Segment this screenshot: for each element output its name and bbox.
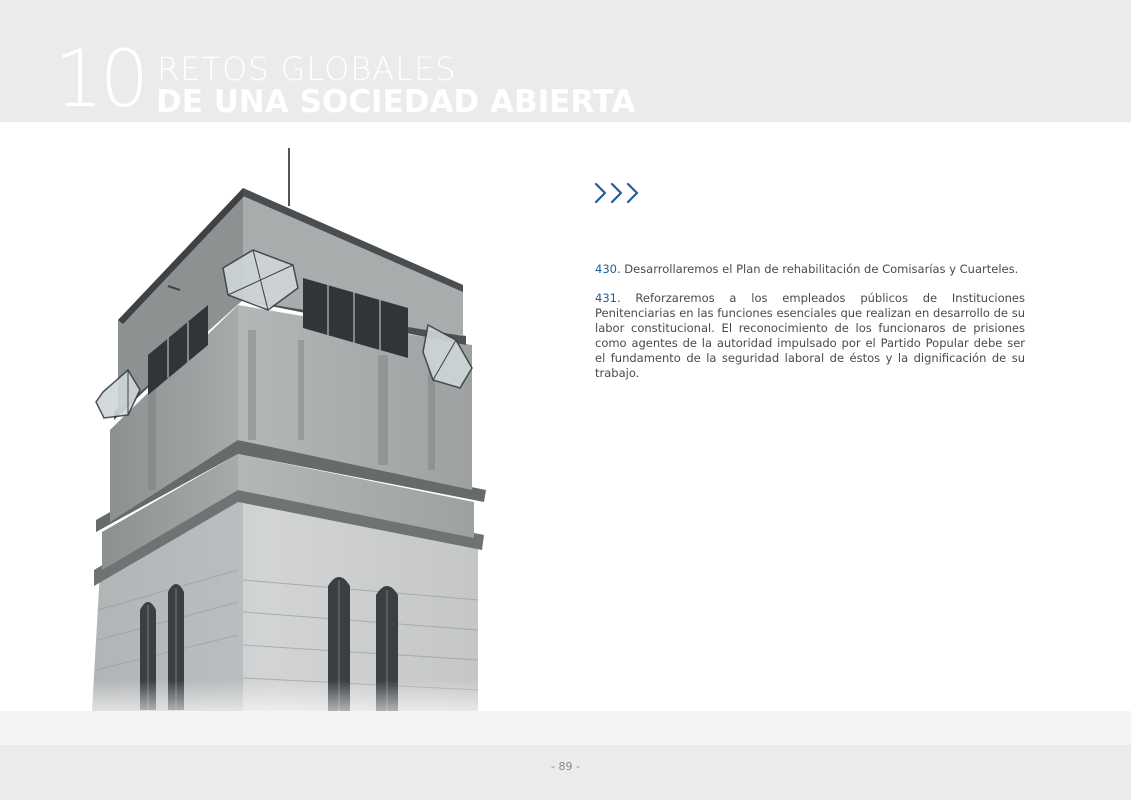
paragraph-number: 430	[595, 262, 617, 276]
chapter-title-line1: RETOS GLOBALES	[157, 50, 457, 88]
paragraph-text: . Reforzaremos a los empleados públicos de Instituciones Penitenciarias en las funciones esenciales que realizan en desarrollo de su labor constitucional. El reconocimiento de los funcionaros de prisiones como agentes de la autoridad impulsado por el Partido Popular debe ser el fundamento de la seguridad laboral de éstos y la dignificación de su trabajo.	[595, 291, 1025, 380]
chapter-title-line2: DE UNA SOCIEDAD ABIERTA	[156, 84, 636, 120]
paragraph-430	[595, 262, 1025, 277]
page-header	[0, 0, 1131, 125]
watchtower-photo	[88, 140, 488, 711]
triple-chevron-right-icon	[592, 180, 648, 206]
paragraph-number: 431	[595, 291, 617, 305]
chapter-number: 10	[54, 35, 146, 125]
footer-band	[0, 711, 1131, 745]
body-text	[595, 262, 1025, 395]
paragraph-431	[595, 291, 1025, 381]
page-number: - 89 -	[551, 760, 580, 773]
paragraph-text: . Desarrollaremos el Plan de rehabilitación de Comisarías y Cuarteles.	[616, 262, 1019, 276]
